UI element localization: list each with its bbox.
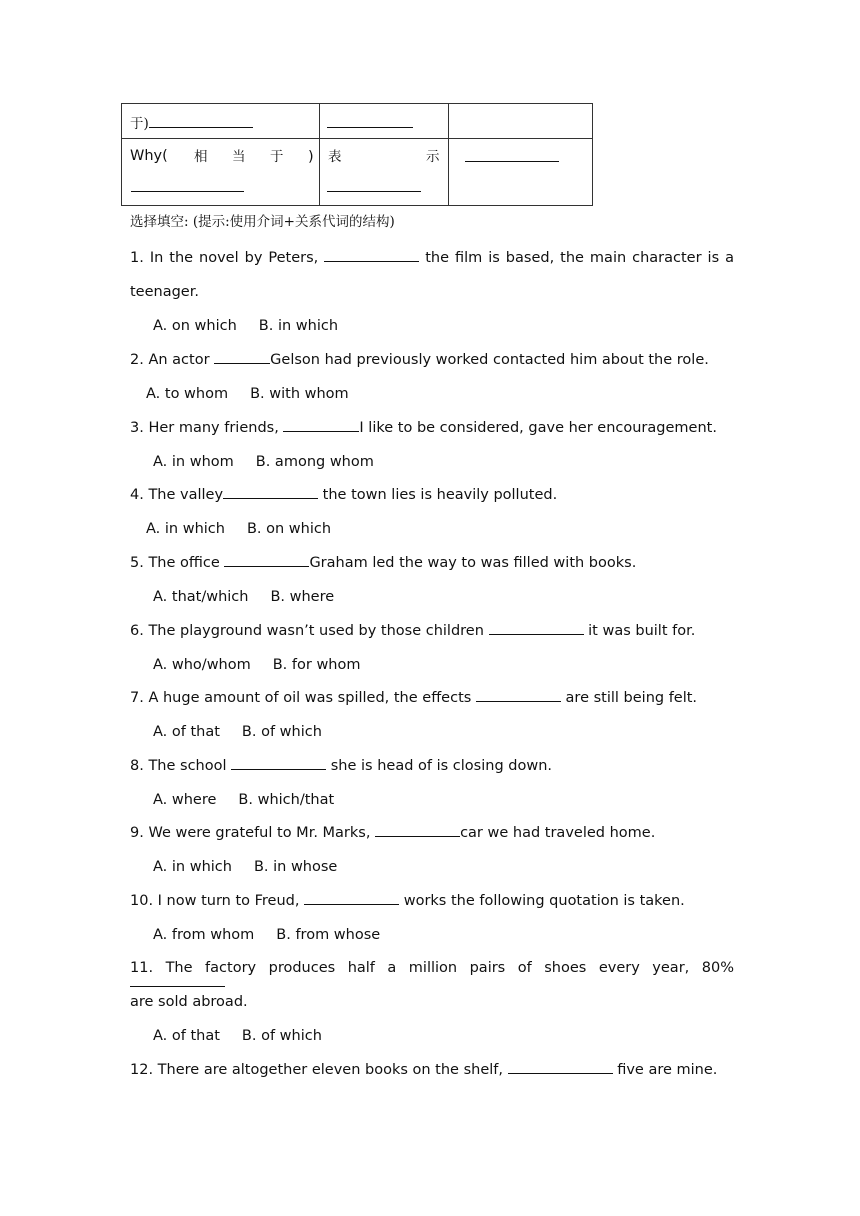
answer-blank[interactable] (489, 633, 584, 635)
cell-cn-char: 于 (270, 149, 284, 165)
word-table (121, 103, 593, 206)
question-10-options (153, 928, 380, 943)
option-a[interactable]: A. in which (146, 521, 225, 537)
question-5: 5. The office Graham led the way to was filled with books. (130, 555, 637, 571)
answer-blank[interactable] (375, 835, 460, 837)
answer-blank[interactable] (149, 126, 253, 128)
question-10: 10. I now turn to Freud, works the following quotation is taken. (130, 893, 685, 909)
answer-blank[interactable] (476, 700, 561, 702)
option-b[interactable]: B. on which (246, 521, 332, 537)
question-1: 1. In the novel by Peters, the film is based, the main character is a (130, 250, 734, 266)
option-a[interactable]: A. who/whom (153, 657, 251, 673)
option-a[interactable]: A. that/which (153, 589, 249, 605)
cell-cn-char: 表 (328, 149, 342, 165)
question-1-options (153, 319, 338, 334)
table-cell (122, 139, 320, 206)
option-a[interactable]: A. on which (153, 318, 237, 334)
cell-text (327, 117, 413, 132)
question-7: 7. A huge amount of oil was spilled, the effects are still being felt. (130, 690, 698, 706)
table-cell (320, 104, 449, 139)
answer-blank[interactable] (224, 565, 309, 567)
question-9-options (153, 860, 337, 875)
question-9: 9. We were grateful to Mr. Marks, car we had traveled home. (130, 825, 656, 841)
answer-blank[interactable] (231, 768, 326, 770)
option-b[interactable]: B. in which (258, 318, 339, 334)
option-a[interactable]: A. from whom (153, 927, 255, 943)
question-3: 3. Her many friends, I like to be considered, gave her encouragement. (130, 420, 717, 436)
table-row (122, 104, 593, 139)
option-a[interactable]: A. of that (153, 724, 220, 740)
question-4: 4. The valley the town lies is heavily polluted. (130, 487, 558, 503)
option-a[interactable]: A. where (153, 792, 217, 808)
answer-blank[interactable] (465, 160, 559, 162)
question-8: 8. The school she is head of is closing down. (130, 758, 552, 774)
option-b[interactable]: B. in whose (253, 859, 338, 875)
question-11: 11. The factory produces half a million pairs of shoes every year, 80% (130, 961, 734, 990)
question-1-continued: teenager. (130, 284, 199, 300)
option-a[interactable]: A. of that (153, 1028, 220, 1044)
option-b[interactable]: B. with whom (250, 386, 349, 402)
answer-blank[interactable] (327, 190, 421, 192)
option-b[interactable]: B. for whom (272, 657, 361, 673)
question-4-options (146, 522, 331, 537)
table-cell (122, 104, 320, 139)
cell-cn-char: ) (308, 149, 314, 165)
option-b[interactable]: B. among whom (255, 454, 374, 470)
option-a[interactable]: A. to whom (146, 386, 229, 402)
answer-blank[interactable] (131, 190, 244, 192)
answer-blank[interactable] (327, 126, 413, 128)
table-row (122, 139, 593, 206)
option-b[interactable]: B. of which (241, 724, 322, 740)
cell-why-label: Why( (130, 148, 168, 164)
cell-blank-line (131, 181, 244, 196)
question-11-options (153, 1029, 322, 1044)
question-6: 6. The playground wasn’t used by those children it was built for. (130, 623, 696, 639)
question-5-options (153, 590, 334, 605)
question-7-options (153, 725, 322, 740)
question-8-options (153, 793, 334, 808)
answer-blank[interactable] (324, 260, 419, 262)
answer-blank[interactable] (304, 903, 399, 905)
cell-blank-line (465, 151, 559, 166)
answer-blank[interactable] (214, 362, 270, 364)
question-6-options (153, 658, 361, 673)
option-b[interactable]: B. from whose (276, 927, 381, 943)
cell-blank-line (327, 181, 421, 196)
question-3-options (153, 455, 374, 470)
cell-cn-char: 示 (426, 149, 440, 165)
option-a[interactable]: A. in whom (153, 454, 234, 470)
option-b[interactable]: B. which/that (238, 792, 335, 808)
option-b[interactable]: B. where (270, 589, 335, 605)
question-11-continued: are sold abroad. (130, 994, 248, 1010)
option-b[interactable]: B. of which (241, 1028, 322, 1044)
answer-blank[interactable] (130, 985, 225, 987)
question-2: 2. An actor Gelson had previously worked contacted him about the role. (130, 352, 709, 368)
question-12: 12. There are altogether eleven books on the shelf, five are mine. (130, 1062, 718, 1078)
cell-cn-char: 相 (194, 149, 208, 165)
cell-text: 于) (130, 117, 253, 132)
answer-blank[interactable] (508, 1072, 613, 1074)
question-2-options (146, 387, 349, 402)
table-cell (449, 104, 593, 139)
answer-blank[interactable] (283, 430, 359, 432)
answer-blank[interactable] (223, 497, 318, 499)
table-cell (449, 139, 593, 206)
instruction-hint: 选择填空: (提示:使用介词+关系代词的结构) (130, 214, 395, 230)
option-a[interactable]: A. in which (153, 859, 232, 875)
cell-cn-char: 当 (232, 149, 246, 165)
table-cell (320, 139, 449, 206)
